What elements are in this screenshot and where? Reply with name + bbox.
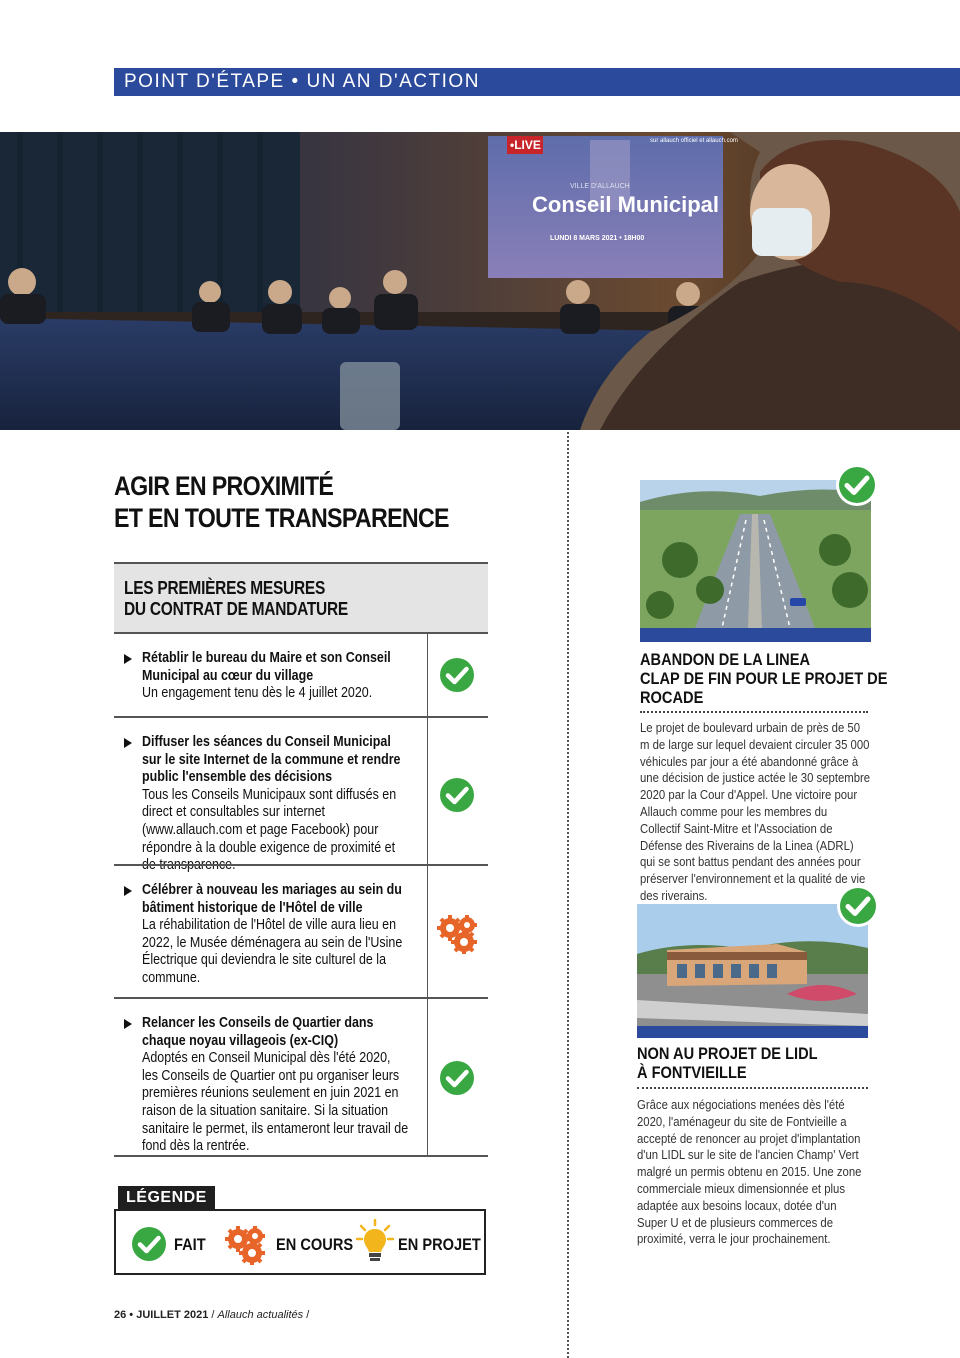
side-article-title bbox=[637, 1044, 818, 1082]
page-footer bbox=[114, 1309, 309, 1321]
side-article-body: Le projet de boulevard urbain de près de 50 m de large sur lequel devaient circuler 35 000 véhicules par jour a été abandonné grâce à une décision de justice actée le 30 septembre 2020 par la Cour d'Appel. Une victoire pour Allauch comme pour les membres du Collectif Saint-Mitre et l'Association de Défense des Riverains de la Linea (ADRL) qui se sont battus pendant des années pour préserver l'environnement et la qualité de vie des riverains. bbox=[640, 720, 871, 903]
live-label: •LIVE bbox=[510, 138, 541, 152]
bullet-triangle-icon bbox=[124, 738, 132, 748]
bullet-triangle-icon bbox=[124, 654, 132, 664]
mesure-row bbox=[114, 632, 488, 716]
mesures-title-line: LES PREMIÈRES MESURES bbox=[124, 578, 326, 598]
main-title-line: ET EN TOUTE TRANSPARENCE bbox=[114, 503, 449, 533]
screen-date: LUNDI 8 MARS 2021 • 18H00 bbox=[550, 235, 645, 242]
screen-top-right: sur allauch officiel et allauch.com bbox=[650, 138, 738, 144]
side-title-line: À FONTVIEILLE bbox=[637, 1063, 747, 1082]
mesure-body: Un engagement tenu dès le 4 juillet 2020. bbox=[142, 685, 373, 702]
row-separator bbox=[427, 634, 428, 716]
check-icon bbox=[438, 1059, 476, 1097]
check-icon bbox=[836, 884, 880, 928]
mesure-body: La réhabilitation de l'Hôtel de ville aura lieu en 2022, le Musée déménagera au sein de l'Usine Électrique qui deviendra le site culturel de la commune. bbox=[142, 917, 403, 986]
side-title-line: NON AU PROJET DE LIDL bbox=[637, 1044, 818, 1063]
section-header-text: POINT D'ÉTAPE • UN AN D'ACTION bbox=[124, 71, 480, 92]
legend-label: EN COURS bbox=[276, 1235, 354, 1254]
mesure-row bbox=[114, 864, 488, 997]
check-icon bbox=[130, 1225, 168, 1263]
check-icon bbox=[438, 776, 476, 814]
main-title-line: AGIR EN PROXIMITÉ bbox=[114, 471, 334, 501]
row-separator bbox=[427, 999, 428, 1155]
mesure-body: Adoptés en Conseil Municipal dès l'été 2020, les Conseils de Quartier ont pu organiser leurs premières réunions seulement en juin 2021 en raison de la situation sanitaire. Si la situation sanitaire le permet, ils entameront leur travail de fond dès la rentrée. bbox=[142, 1050, 409, 1155]
main-title bbox=[114, 470, 475, 534]
bullet-triangle-icon bbox=[124, 1019, 132, 1029]
mesure-body: Tous les Conseils Municipaux sont diffusés en direct et consultables sur internet (www.allauch.com et page Facebook) pour répondre à la double exigence de proximité et de transparence. bbox=[142, 786, 397, 874]
row-separator bbox=[427, 866, 428, 997]
mesures-header bbox=[114, 562, 488, 632]
legend-item-en-projet bbox=[356, 1219, 482, 1259]
mesure-title: Rétablir le bureau du Maire et son Conseil Municipal au cœur du village bbox=[142, 650, 391, 684]
footer-publication: Allauch actualités bbox=[217, 1309, 304, 1321]
check-icon bbox=[438, 656, 476, 694]
legend-title: LÉGENDE bbox=[118, 1186, 215, 1210]
mesures-title-line: DU CONTRAT DE MANDATURE bbox=[124, 599, 348, 619]
side-article-title bbox=[640, 650, 887, 707]
bullet-triangle-icon bbox=[124, 886, 132, 896]
footer-separator: / bbox=[306, 1309, 310, 1321]
lightbulb-icon bbox=[356, 1219, 394, 1265]
gears-icon bbox=[222, 1225, 270, 1265]
check-icon bbox=[835, 463, 879, 507]
gears-icon bbox=[436, 914, 480, 954]
legend-label: FAIT bbox=[174, 1235, 206, 1254]
council-meeting-photo bbox=[0, 132, 960, 430]
mesure-title: Diffuser les séances du Conseil Municipal sur le site Internet de la commune et rendre public l'ensemble des décisions bbox=[142, 734, 401, 786]
legend-label: EN PROJET bbox=[398, 1235, 481, 1254]
side-title-line: ROCADE bbox=[640, 688, 704, 707]
row-separator bbox=[427, 718, 428, 864]
fontvieille-illustration bbox=[637, 904, 868, 1038]
side-dotted-rule bbox=[640, 711, 868, 713]
screen-title: Conseil Municipal bbox=[532, 192, 720, 217]
mesure-row bbox=[114, 997, 488, 1157]
side-title-line: CLAP DE FIN POUR LE PROJET DE bbox=[640, 669, 888, 688]
section-header-band bbox=[114, 68, 960, 96]
screen-small-caption: VILLE D'ALLAUCH bbox=[570, 183, 630, 190]
mesure-title: Célébrer à nouveau les mariages au sein du bâtiment historique de l'Hôtel de ville bbox=[142, 882, 402, 916]
mesure-row bbox=[114, 716, 488, 874]
mesure-title: Relancer les Conseils de Quartier dans chaque noyau villageois (ex-CIQ) bbox=[142, 1015, 374, 1049]
side-title-line: ABANDON DE LA LINEA bbox=[640, 650, 811, 669]
mesures-table bbox=[114, 632, 488, 1157]
legend-box bbox=[114, 1209, 486, 1275]
side-dotted-rule bbox=[637, 1087, 868, 1089]
column-divider bbox=[567, 432, 569, 1358]
legend-item-fait bbox=[130, 1225, 220, 1265]
footer-page: 26 • JUILLET 2021 bbox=[114, 1309, 209, 1321]
side-article-body: Grâce aux négociations menées dès l'été 2020, l'aménageur du site de Fontvieille a accepté de renoncer au projet d'implantation d'un LIDL sur le site de l'ancien Champ' Vert malgré un permis obtenu en 2015. Une zone commerciale mieux dimensionnée et plus adaptée aux besoins locaux, dotée d'un Super U et de plusieurs commerces de proximité, verra le jour prochainement. bbox=[637, 1097, 862, 1247]
footer-separator: / bbox=[211, 1309, 215, 1321]
legend-item-en-cours bbox=[222, 1225, 352, 1265]
